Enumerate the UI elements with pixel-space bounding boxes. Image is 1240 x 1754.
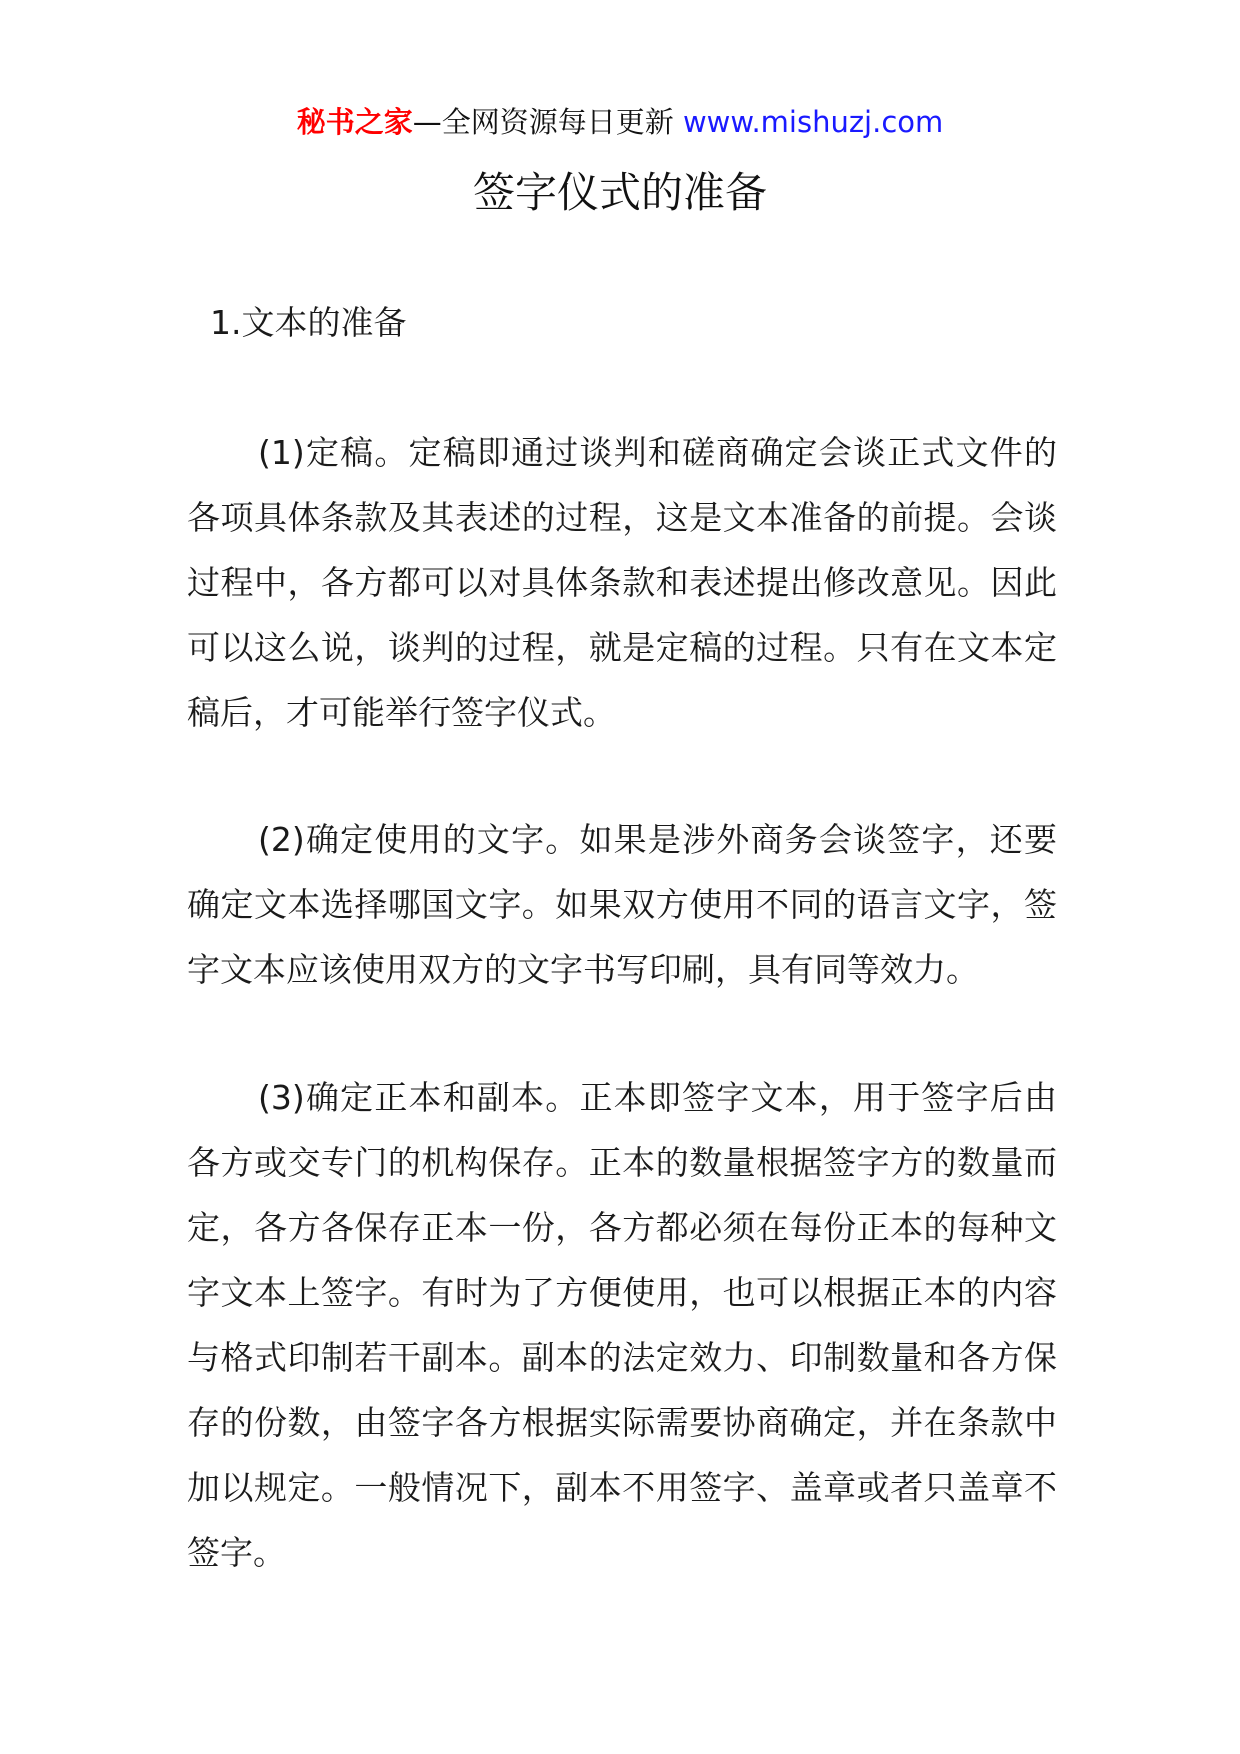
paragraph-language-choice: (2)确定使用的文字。如果是涉外商务会谈签字，还要确定文本选择哪国文字。如果双方使用不同的语言文字，签字文本应该使用双方的文字书写印刷，具有同等效力。 (187, 820, 1057, 989)
document-title: 签字仪式的准备 (472, 168, 767, 217)
paragraph-original-and-copies: (3)确定正本和副本。正本即签字文本，用于签字后由各方或交专门的机构保存。正本的数量根据签字方的数量而定，各方各保存正本一份，各方都必须在每份正本的每种文字文本上签字。有时为了方便使用，也可以根据正本的内容与格式印制若干副本。副本的法定效力、印制数量和各方保存的份数，由签字各方根据实际需要协商确定，并在条款中加以规定。一般情况下，副本不用签字、盖章或者只盖章不签字。 (187, 1078, 1057, 1572)
paragraph-finalize-draft: (1)定稿。定稿即通过谈判和磋商确定会谈正式文件的各项具体条款及其表述的过程，这是文本准备的前提。会谈过程中，各方都可以对具体条款和表述提出修改意见。因此可以这么说，谈判的过程，就是定稿的过程。只有在文本定稿后，才可能举行签字仪式。 (187, 433, 1057, 732)
site-url-link[interactable]: www.mishuzj.com (682, 105, 944, 139)
section-heading: 1.文本的准备 (210, 303, 407, 342)
site-header (0, 100, 1240, 144)
header-tagline: —全网资源每日更新 (412, 105, 674, 139)
brand-name: 秘书之家 (296, 105, 413, 139)
